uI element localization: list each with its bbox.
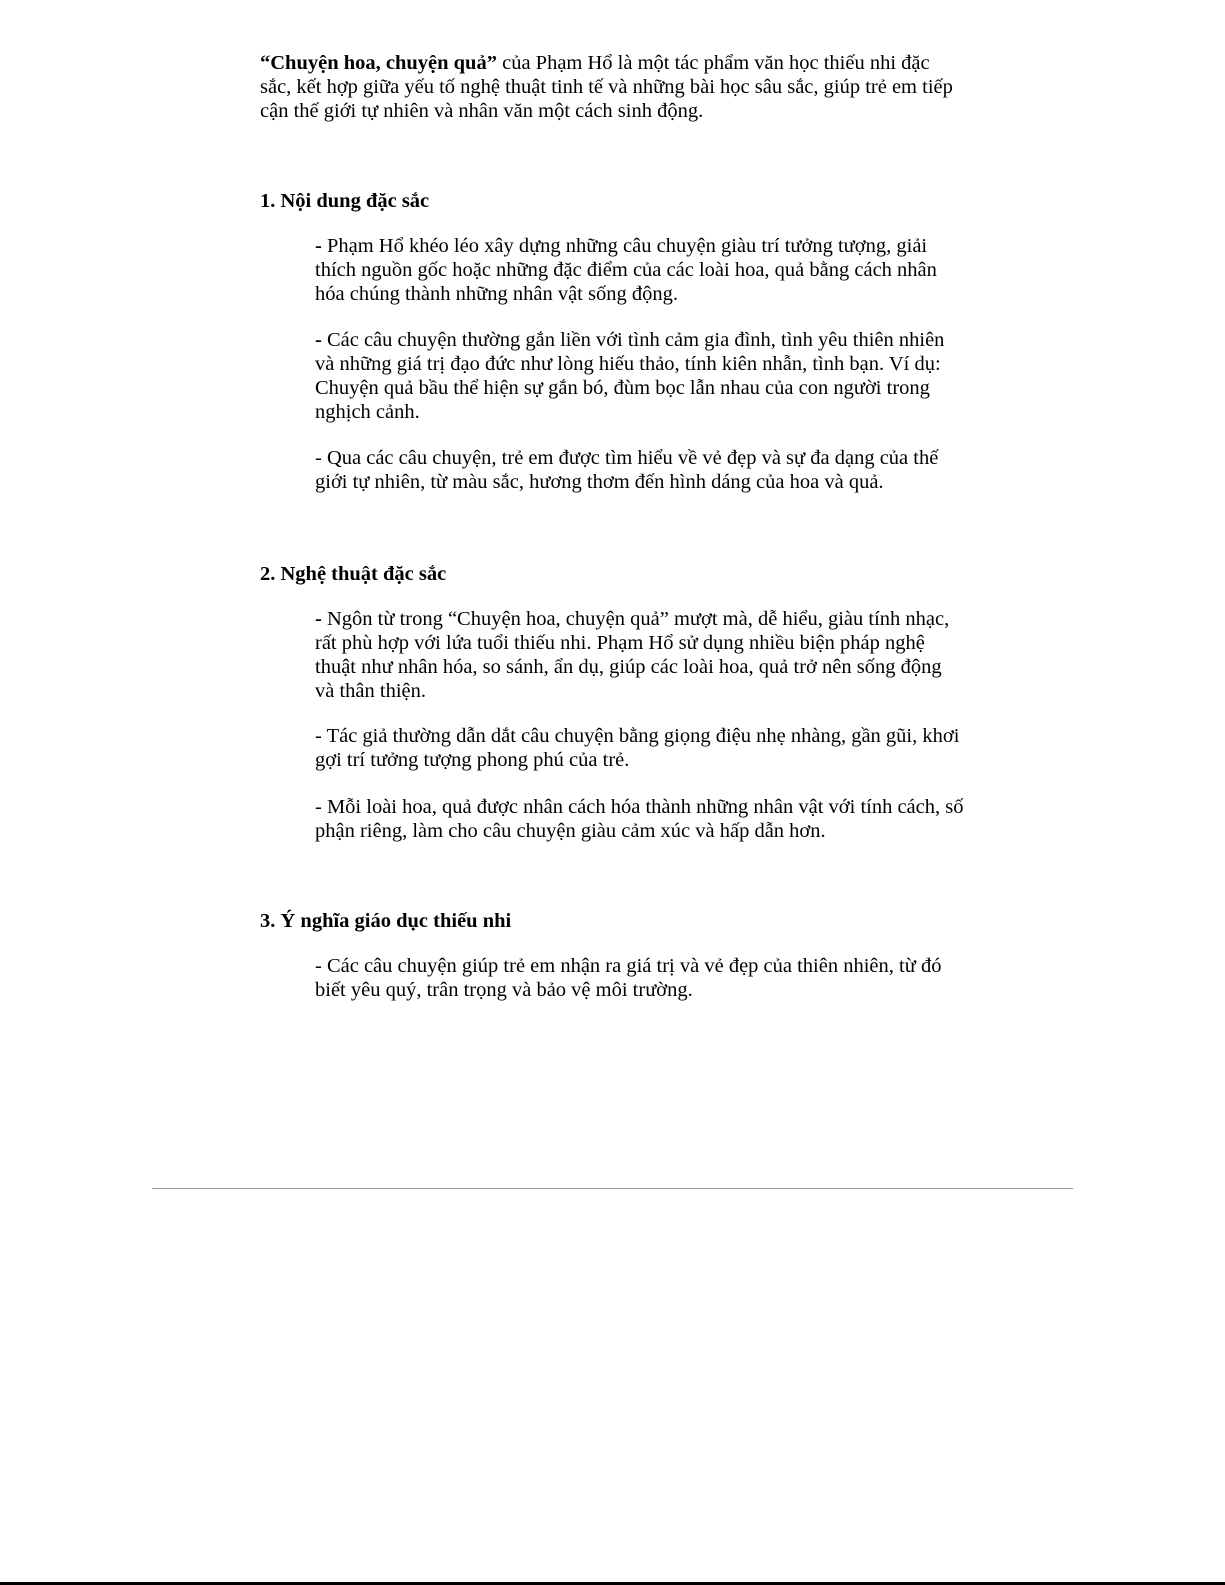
intro-text: của Phạm Hổ là một tác phẩm văn học thiếu nhi đặc sắc, kết hợp giữa yếu tố nghệ thuật tinh tế và những bài học sâu sắc, giúp trẻ em tiếp cận thế giới tự nhiên và nhân văn một cách sinh động. xyxy=(260,52,953,122)
item-dash: - xyxy=(315,329,322,351)
item-text: Qua các câu chuyện, trẻ em được tìm hiểu về vẻ đẹp và sự đa dạng của thế giới tự nhiên, từ màu sắc, hương thơm đến hình dáng của hoa và quả. xyxy=(315,447,939,493)
intro-paragraph xyxy=(260,51,960,123)
section-2-item-2 xyxy=(315,724,965,772)
section-heading-3: 3. Ý nghĩa giáo dục thiếu nhi xyxy=(260,910,512,932)
section-3-item-1 xyxy=(315,954,965,1002)
section-heading-2: 2. Nghệ thuật đặc sắc xyxy=(260,563,447,585)
item-dash: - xyxy=(315,725,322,747)
item-text: Mỗi loài hoa, quả được nhân cách hóa thành những nhân vật với tính cách, số phận riêng, làm cho câu chuyện giàu cảm xúc và hấp dẫn hơn. xyxy=(315,796,964,842)
section-2-item-1 xyxy=(315,607,965,703)
section-1-item-3 xyxy=(315,446,965,494)
section-1-item-1 xyxy=(315,234,965,306)
horizontal-divider xyxy=(152,1188,1073,1189)
item-dash: - xyxy=(315,955,322,977)
item-text: Ngôn từ trong “Chuyện hoa, chuyện quả” mượt mà, dễ hiểu, giàu tính nhạc, rất phù hợp với lứa tuổi thiếu nhi. Phạm Hổ sử dụng nhiều biện pháp nghệ thuật như nhân hóa, so sánh, ẩn dụ, giúp các loài hoa, quả trở nên sống động và thân thiện. xyxy=(315,608,950,702)
item-text: Phạm Hổ khéo léo xây dựng những câu chuyện giàu trí tưởng tượng, giải thích nguồn gốc hoặc những đặc điểm của các loài hoa, quả bằng cách nhân hóa chúng thành những nhân vật sống động. xyxy=(315,235,937,305)
section-2-item-3 xyxy=(315,795,965,843)
item-text: Tác giả thường dẫn dắt câu chuyện bằng giọng điệu nhẹ nhàng, gần gũi, khơi gợi trí tưởng tượng phong phú của trẻ. xyxy=(315,725,960,771)
item-dash: - xyxy=(315,796,322,818)
item-text: Các câu chuyện giúp trẻ em nhận ra giá trị và vẻ đẹp của thiên nhiên, từ đó biết yêu quý, trân trọng và bảo vệ môi trường. xyxy=(315,955,942,1001)
item-text: Các câu chuyện thường gắn liền với tình cảm gia đình, tình yêu thiên nhiên và những giá trị đạo đức như lòng hiếu thảo, tính kiên nhẫn, tình bạn. Ví dụ: Chuyện quả bầu thể hiện sự gắn bó, đùm bọc lẫn nhau của con người trong nghịch cảnh. xyxy=(315,329,945,423)
intro-title: “Chuyện hoa, chuyện quả” xyxy=(260,52,497,74)
item-dash: - xyxy=(315,235,322,257)
section-heading-1: 1. Nội dung đặc sắc xyxy=(260,190,430,212)
section-1-item-2 xyxy=(315,328,965,424)
item-dash: - xyxy=(315,447,322,469)
item-dash: - xyxy=(315,608,322,630)
